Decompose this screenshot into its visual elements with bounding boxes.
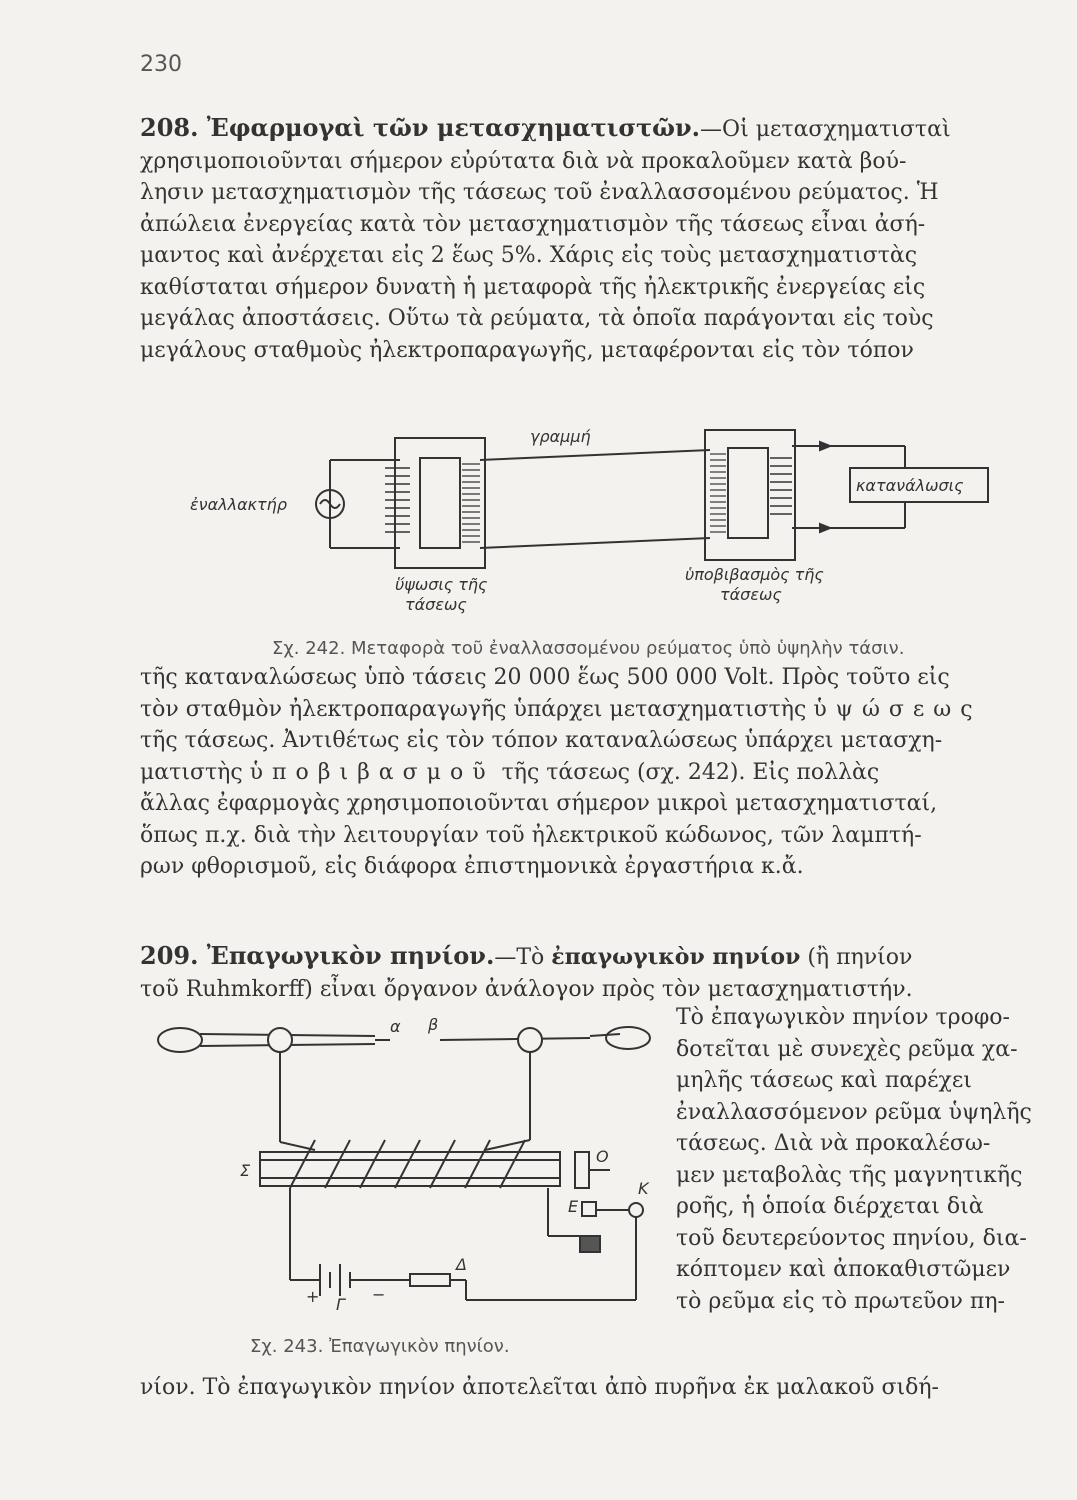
- figure-243-caption: Σχ. 243. Ἐπαγωγικὸν πηνίον.: [250, 1336, 510, 1357]
- label-b: β: [428, 1015, 439, 1034]
- text-line: Τὸ ἐπαγωγικὸν πηνίον τροφο-: [676, 1005, 1010, 1030]
- text-line: ματιστὴς ὑποβιβασμοῦ τῆς τάσεως (σχ. 242). Εἰς πολλὰς: [140, 759, 880, 785]
- text-line: τοῦ Ruhmkorff) εἶναι ὄργανον ἀνάλογον πρὸς τὸν μετασχηματιστήν.: [140, 976, 913, 1002]
- label-step-up-2: τάσεως: [405, 595, 467, 614]
- section-208-continuation: [140, 662, 1030, 883]
- label-delta: Δ: [456, 1255, 467, 1274]
- label-e: Ε: [568, 1197, 579, 1216]
- label-step-down-2: τάσεως: [720, 585, 782, 604]
- text-line: λησιν μετασχηματισμὸν τῆς τάσεως τοῦ ἐναλλασσομένου ρεύματος. Ἡ: [140, 180, 939, 205]
- bold-term: ἐπαγωγικὸν πηνίον: [551, 944, 801, 970]
- section-209-line-1: 209. Ἐπαγωγικὸν πηνίον.—Τὸ ἐπαγωγικὸν πηνίον (ἢ πηνίον: [140, 941, 913, 970]
- text-line: μεν μεταβολὰς τῆς μαγνητικῆς: [676, 1162, 1023, 1188]
- section-209-intro: [140, 940, 1030, 1005]
- page-number: 230: [140, 52, 182, 77]
- figure-242-caption: Σχ. 242. Μεταφορὰ τοῦ ἐναλλασσομένου ρεύματος ὑπὸ ὑψηλὴν τάσιν.: [272, 638, 905, 659]
- text-line: ἄλλας ἐφαρμογὰς χρησιμοποιοῦνται σήμερον μικροὶ μετασχηματισταί,: [140, 791, 938, 816]
- section-208-line-1: 208. Ἐφαρμογαὶ τῶν μετασχηματιστῶν.—Οἱ μετασχηματισταὶ: [140, 113, 951, 142]
- text-line: τὸ ρεῦμα εἰς τὸ πρωτεῦον πη-: [676, 1288, 1005, 1314]
- text-line: ἐναλλασσόμενον ρεῦμα ὑψηλῆς: [676, 1099, 1032, 1125]
- text-line: χρησιμοποιοῦνται σήμερον εὐρύτατα διὰ νὰ προκαλοῦμεν κατὰ βού-: [140, 148, 907, 174]
- label-sigma: Σ: [240, 1161, 251, 1180]
- label-line: γραμμή: [530, 427, 591, 446]
- text-line: τῆς καταναλώσεως ὑπὸ τάσεις 20 000 ἕως 500 000 Volt. Πρὸς τοῦτο εἰς: [140, 665, 950, 690]
- section-208-paragraph: [140, 112, 1030, 366]
- label-k: Κ: [638, 1179, 649, 1198]
- spaced-word-step-down: ὑποβιβασμοῦ: [249, 759, 495, 785]
- text-line: δοτεῖται μὲ συνεχὲς ρεῦμα χα-: [676, 1036, 1018, 1062]
- text-line: ρων φθορισμοῦ, εἰς διάφορα ἐπιστημονικὰ ἐργαστήρια κ.ἄ.: [140, 854, 804, 879]
- label-consumption: κατανάλωσις: [856, 476, 964, 495]
- text-line: τὸν σταθμὸν ἠλεκτροπαραγωγῆς ὑπάρχει μετασχηματιστὴς ὑψώσεως: [140, 696, 982, 722]
- spaced-word-step-up: ὑψώσεως: [813, 696, 982, 722]
- figure-242-transmission-diagram: [180, 420, 1000, 620]
- text-line: ροῆς, ἡ ὁποία διέρχεται διὰ: [676, 1194, 984, 1219]
- label-step-down-1: ὑποβιβασμὸς τῆς: [685, 565, 824, 584]
- text-line: μεγάλους σταθμοὺς ἠλεκτροπαραγωγῆς, μεταφέρονται εἰς τὸν τόπον: [140, 337, 914, 363]
- text-line: ὅπως π.χ. διὰ τὴν λειτουργίαν τοῦ ἠλεκτρικοῦ κώδωνος, τῶν λαμπτή-: [140, 822, 922, 848]
- text-line: κόπτομεν καὶ ἀποκαθιστῶμεν: [676, 1257, 1011, 1282]
- label-gamma: Γ: [336, 1295, 345, 1312]
- text-line: μηλῆς τάσεως καὶ παρέχει: [676, 1068, 972, 1093]
- text-line: τάσεως. Διὰ νὰ προκαλέσω-: [676, 1131, 991, 1156]
- label-plus: +: [306, 1287, 320, 1306]
- section-209-wrapped-text: [676, 1002, 1036, 1317]
- text-line: μαντος καὶ ἀνέρχεται εἰς 2 ἕως 5%. Χάρις εἰς τοὺς μετασχηματιστὰς: [140, 243, 918, 268]
- text-line: καθίσταται σήμερον δυνατὴ ἡ μεταφορὰ τῆς ἠλεκτρικῆς ἐνεργείας εἰς: [140, 274, 926, 300]
- figure-243-induction-coil: [150, 1012, 660, 1312]
- section-209-last-line: νίον. Τὸ ἐπαγωγικὸν πηνίον ἀποτελεῖται ἀπὸ πυρῆνα ἐκ μαλακοῦ σιδή-: [140, 1375, 939, 1400]
- label-a: α: [390, 1017, 401, 1036]
- label-alternator: ἐναλλακτήρ: [190, 495, 287, 514]
- label-minus: −: [372, 1285, 386, 1304]
- section-209-heading: 209. Ἐπαγωγικὸν πηνίον.: [140, 941, 495, 970]
- text-line: μεγάλας ἀποστάσεις. Οὕτω τὰ ρεύματα, τὰ ὁποῖα παράγονται εἰς τοὺς: [140, 306, 934, 331]
- text-line: τοῦ δευτερεύοντος πηνίου, δια-: [676, 1225, 1027, 1251]
- text-line: τῆς τάσεως. Ἀντιθέτως εἰς τὸν τόπον καταναλώσεως ὑπάρχει μετασχη-: [140, 728, 943, 753]
- label-step-up-1: ὕψωσις τῆς: [395, 575, 488, 594]
- label-o: Ο: [596, 1147, 609, 1166]
- section-208-heading: 208. Ἐφαρμογαὶ τῶν μετασχηματιστῶν.: [140, 113, 701, 142]
- text-line: ἀπώλεια ἐνεργείας κατὰ τὸν μετασχηματισμὸν τῆς τάσεως εἶναι ἀσή-: [140, 211, 926, 237]
